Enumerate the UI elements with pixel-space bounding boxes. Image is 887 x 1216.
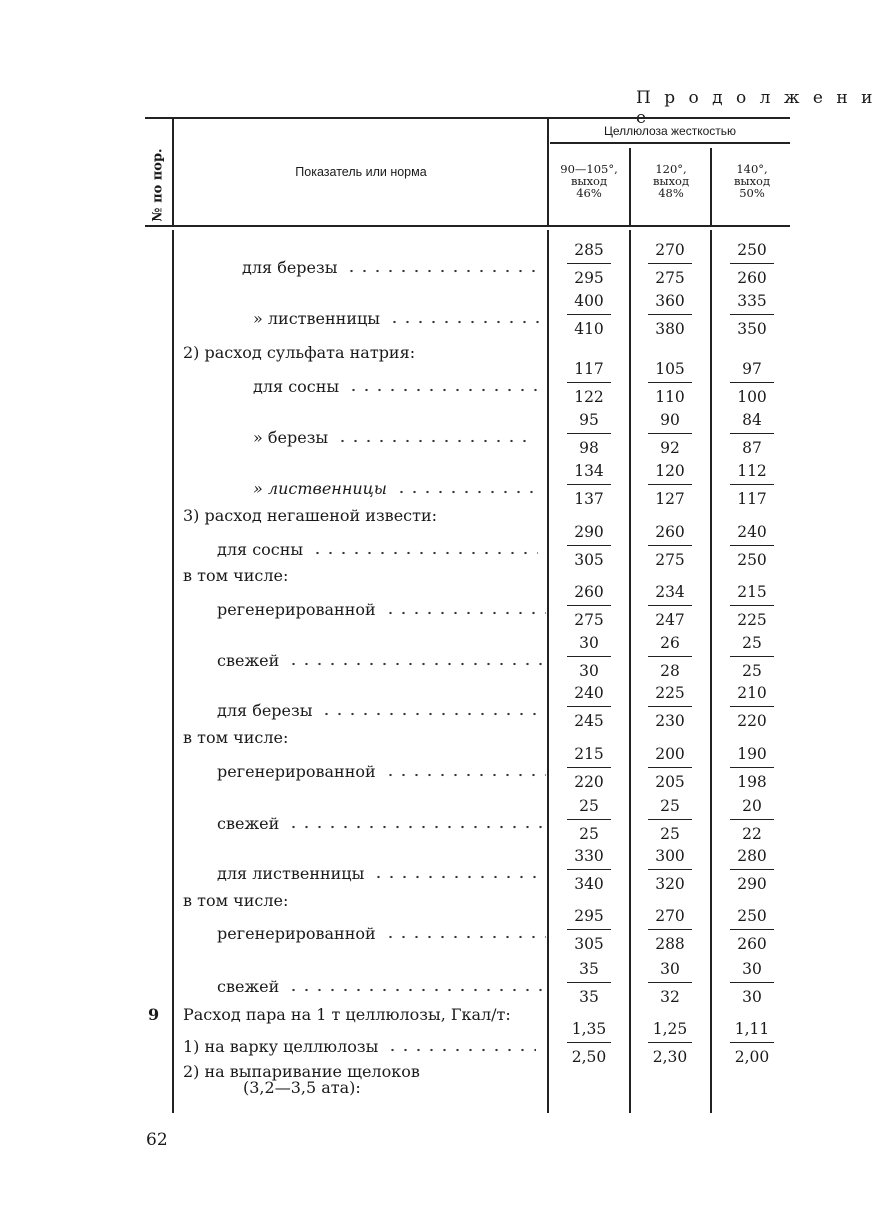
value-max: 87 [742, 439, 762, 457]
row-label [183, 1037, 536, 1056]
row-label [217, 600, 546, 619]
row-label-text: » березы [253, 428, 329, 447]
dot-leader [287, 825, 542, 829]
page-number: 62 [146, 1130, 168, 1150]
value-max: 220 [574, 773, 604, 791]
value-min: 280 [730, 847, 774, 870]
row-label [217, 924, 546, 943]
value-fraction [648, 292, 692, 338]
value-fraction [648, 634, 692, 680]
value-fraction [648, 462, 692, 508]
row-label [217, 864, 544, 883]
row-label [183, 1005, 511, 1024]
row-label-text: Расход пара на 1 т целлюлозы, Гкал/т: [183, 1005, 511, 1024]
row-label [217, 814, 542, 833]
value-fraction [730, 634, 774, 680]
value-max: 100 [737, 388, 767, 406]
value-max: 247 [655, 611, 685, 629]
value-max: 25 [742, 662, 762, 680]
value-fraction [648, 583, 692, 629]
value-min: 215 [567, 745, 611, 768]
value-max: 110 [655, 388, 685, 406]
header-group: Целлюлоза жесткостью [603, 124, 737, 138]
value-min: 240 [730, 523, 774, 546]
col-divider [629, 230, 631, 1113]
value-max: 98 [579, 439, 599, 457]
value-fraction [730, 583, 774, 629]
value-fraction [567, 960, 611, 1006]
value-fraction [730, 292, 774, 338]
value-max: 198 [737, 773, 767, 791]
value-max: 260 [737, 269, 767, 287]
col-yield: 46% [576, 186, 602, 200]
value-min: 260 [648, 523, 692, 546]
value-fraction [648, 745, 692, 791]
value-fraction [730, 1020, 774, 1066]
value-max: 25 [660, 825, 680, 843]
value-max: 275 [655, 551, 685, 569]
value-fraction [648, 847, 692, 893]
row-label-text: » лиственницы [253, 309, 381, 328]
value-fraction [730, 847, 774, 893]
value-fraction [730, 684, 774, 730]
value-min: 35 [567, 960, 611, 983]
value-min: 25 [567, 797, 611, 820]
col-yield-label: выход [652, 174, 690, 188]
value-min: 30 [730, 960, 774, 983]
value-fraction [730, 745, 774, 791]
value-fraction [730, 360, 774, 406]
header-col-3 [712, 163, 792, 199]
value-max: 30 [742, 988, 762, 1006]
value-fraction [648, 907, 692, 953]
row-label [217, 977, 542, 996]
value-fraction [730, 241, 774, 287]
value-max: 220 [737, 712, 767, 730]
value-min: 1,11 [730, 1020, 774, 1043]
col-hardness: 120°, [655, 162, 687, 176]
value-min: 285 [567, 241, 611, 264]
row-label [253, 377, 538, 396]
table-top-rule [145, 117, 790, 119]
row-label-text: 1) на варку целлюлозы [183, 1037, 379, 1056]
row-label-text: 2) расход сульфата натрия: [183, 343, 416, 362]
row-label-text: для сосны [253, 377, 340, 396]
row-label [253, 309, 542, 328]
value-fraction [567, 1020, 611, 1066]
value-fraction [648, 797, 692, 843]
value-fraction [567, 360, 611, 406]
row-label-text: регенерированной [217, 762, 376, 781]
col-hardness: 140°, [736, 162, 768, 176]
value-min: 95 [567, 411, 611, 434]
value-max: 340 [574, 875, 604, 893]
value-min: 250 [730, 907, 774, 930]
value-min: 112 [730, 462, 774, 485]
row-label [217, 651, 542, 670]
value-fraction [567, 523, 611, 569]
value-max: 230 [655, 712, 685, 730]
col-divider [172, 230, 174, 1113]
value-fraction [567, 583, 611, 629]
value-max: 245 [574, 712, 604, 730]
value-max: 2,00 [734, 1048, 770, 1066]
value-fraction [648, 960, 692, 1006]
header-col-1 [549, 163, 629, 199]
dot-leader [372, 875, 544, 879]
value-min: 190 [730, 745, 774, 768]
row-label [183, 343, 415, 362]
value-max: 295 [574, 269, 604, 287]
col-divider [547, 230, 549, 1113]
value-min: 117 [567, 360, 611, 383]
col-divider [710, 230, 712, 1113]
value-max: 28 [660, 662, 680, 680]
row-label-text: для лиственницы [217, 864, 365, 883]
row-label [253, 428, 527, 447]
value-max: 380 [655, 320, 685, 338]
value-fraction [730, 907, 774, 953]
value-max: 32 [660, 988, 680, 1006]
value-min: 234 [648, 583, 692, 606]
dot-leader [384, 773, 546, 777]
value-max: 2,50 [571, 1048, 607, 1066]
dot-leader [345, 269, 538, 273]
value-min: 330 [567, 847, 611, 870]
dot-leader [287, 662, 542, 666]
value-min: 200 [648, 745, 692, 768]
row-label-text: в том числе: [183, 891, 289, 910]
dot-leader [347, 388, 538, 392]
row-label [183, 891, 288, 910]
row-label-text: » лиственницы [253, 479, 387, 498]
row-label [183, 506, 437, 525]
group-rule [550, 142, 790, 144]
value-min: 90 [648, 411, 692, 434]
value-max: 205 [655, 773, 685, 791]
value-min: 120 [648, 462, 692, 485]
col-yield-label: выход [570, 174, 608, 188]
value-min: 240 [567, 684, 611, 707]
header-bottom-rule [145, 225, 790, 227]
value-fraction [648, 523, 692, 569]
value-min: 225 [648, 684, 692, 707]
value-min: 30 [648, 960, 692, 983]
value-fraction [567, 634, 611, 680]
value-fraction [648, 1020, 692, 1066]
dot-leader [386, 1048, 536, 1052]
col-yield-label: выход [733, 174, 771, 188]
header-number-label: № по пор. [150, 148, 166, 222]
value-min: 210 [730, 684, 774, 707]
value-fraction [730, 411, 774, 457]
value-min: 270 [648, 241, 692, 264]
value-min: 25 [730, 634, 774, 657]
row-label-text: в том числе: [183, 728, 289, 747]
row-label-text: для березы [242, 258, 338, 277]
value-max: 2,30 [652, 1048, 688, 1066]
value-max: 250 [737, 551, 767, 569]
value-max: 137 [574, 490, 604, 508]
value-max: 30 [579, 662, 599, 680]
value-fraction [567, 907, 611, 953]
row-label-text: в том числе: [183, 566, 289, 585]
dot-leader [388, 320, 542, 324]
row-label [217, 762, 546, 781]
value-max: 117 [737, 490, 767, 508]
row-label-text: для березы [217, 701, 313, 720]
value-max: 290 [737, 875, 767, 893]
row-label-text: регенерированной [217, 600, 376, 619]
value-max: 350 [737, 320, 767, 338]
value-min: 97 [730, 360, 774, 383]
value-fraction [567, 745, 611, 791]
value-min: 84 [730, 411, 774, 434]
row-number: 9 [148, 1005, 160, 1024]
dot-leader [384, 935, 546, 939]
value-min: 360 [648, 292, 692, 315]
value-min: 20 [730, 797, 774, 820]
value-fraction [567, 462, 611, 508]
value-min: 300 [648, 847, 692, 870]
row-label-text: свежей [217, 814, 280, 833]
value-fraction [730, 462, 774, 508]
dot-leader [287, 988, 542, 992]
value-max: 305 [574, 935, 604, 953]
value-max: 22 [742, 825, 762, 843]
value-min: 134 [567, 462, 611, 485]
value-fraction [648, 241, 692, 287]
value-fraction [730, 960, 774, 1006]
row-label [183, 566, 288, 585]
value-max: 305 [574, 551, 604, 569]
dot-leader [395, 490, 540, 494]
value-min: 1,35 [567, 1020, 611, 1043]
row-label-continuation: (3,2—3,5 ата): [243, 1078, 361, 1097]
value-fraction [567, 292, 611, 338]
value-min: 295 [567, 907, 611, 930]
value-min: 260 [567, 583, 611, 606]
value-min: 30 [567, 634, 611, 657]
dot-leader [384, 611, 546, 615]
header-indicator-column: Показатель или норма [295, 165, 427, 179]
dot-leader [336, 439, 527, 443]
continued-caption: П р о д о л ж е н и [636, 88, 877, 108]
value-max: 92 [660, 439, 680, 457]
value-min: 105 [648, 360, 692, 383]
value-min: 1,25 [648, 1020, 692, 1043]
row-label [242, 258, 538, 277]
value-fraction [567, 797, 611, 843]
value-min: 335 [730, 292, 774, 315]
col-hardness: 90—105°, [560, 162, 618, 176]
value-fraction [730, 523, 774, 569]
col-yield: 48% [658, 186, 684, 200]
row-label [253, 479, 540, 498]
value-max: 260 [737, 935, 767, 953]
value-max: 288 [655, 935, 685, 953]
value-max: 25 [579, 825, 599, 843]
value-fraction [567, 241, 611, 287]
row-label-text: регенерированной [217, 924, 376, 943]
value-max: 122 [574, 388, 604, 406]
header-col-2 [631, 163, 711, 199]
value-fraction [648, 684, 692, 730]
row-label-text: 3) расход негашеной извести: [183, 506, 438, 525]
value-min: 26 [648, 634, 692, 657]
row-label [183, 728, 288, 747]
value-max: 275 [574, 611, 604, 629]
row-label-text: 2) на выпаривание щелоков [183, 1062, 420, 1081]
row-label-text: для сосны [217, 540, 304, 559]
header-number-column [138, 150, 178, 220]
dot-leader [320, 712, 538, 716]
value-fraction [567, 411, 611, 457]
value-fraction [567, 684, 611, 730]
value-max: 275 [655, 269, 685, 287]
value-fraction [730, 797, 774, 843]
value-min: 215 [730, 583, 774, 606]
value-min: 250 [730, 241, 774, 264]
value-min: 290 [567, 523, 611, 546]
value-max: 225 [737, 611, 767, 629]
row-label-text: свежей [217, 651, 280, 670]
value-max: 320 [655, 875, 685, 893]
value-fraction [648, 411, 692, 457]
row-label [217, 701, 538, 720]
dot-leader [311, 551, 538, 555]
value-min: 270 [648, 907, 692, 930]
row-label [217, 540, 538, 559]
value-min: 400 [567, 292, 611, 315]
value-min: 25 [648, 797, 692, 820]
value-max: 35 [579, 988, 599, 1006]
col-yield: 50% [739, 186, 765, 200]
value-fraction [648, 360, 692, 406]
value-fraction [567, 847, 611, 893]
row-label-text: свежей [217, 977, 280, 996]
value-max: 410 [574, 320, 604, 338]
value-max: 127 [655, 490, 685, 508]
